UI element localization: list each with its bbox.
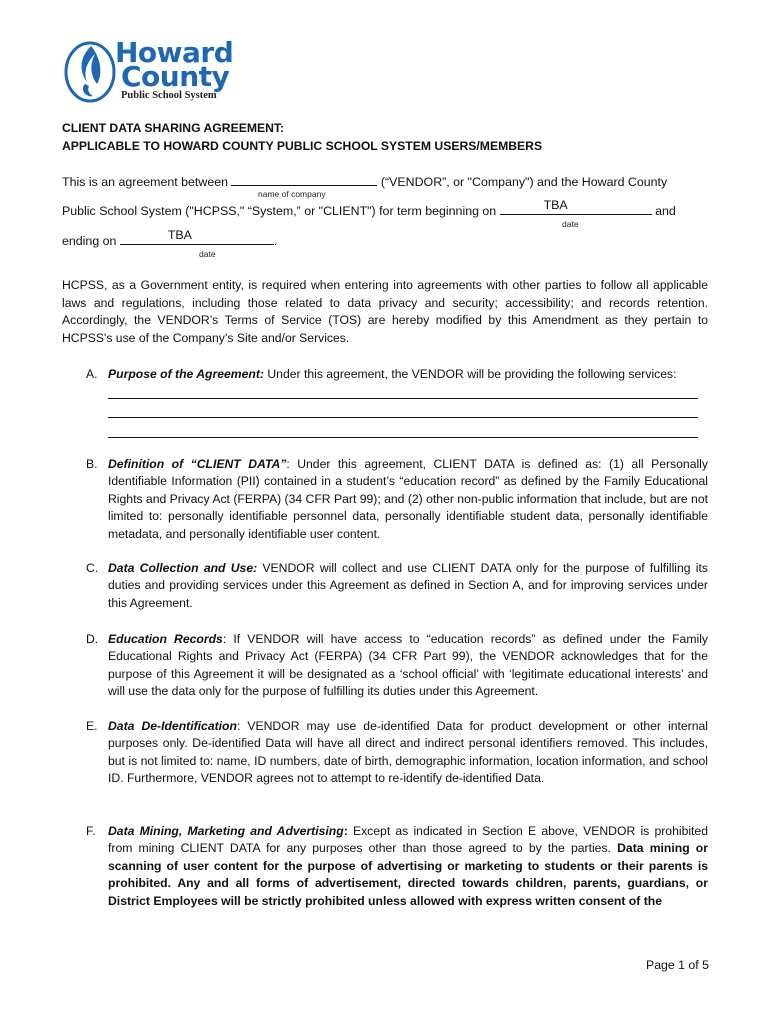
document-title: CLIENT DATA SHARING AGREEMENT: [62, 121, 285, 135]
section-d [86, 631, 708, 701]
preamble-paragraph: HCPSS, as a Government entity, is required when entering into agreements with other parties to follow all applicable laws and regulations, including those related to data privacy and security; accessibility; and records retention. Accordingly, the VENDOR’s Terms of Service (TOS) are hereby modified by this Amendment as they pertain to HCPSS's use of the Company’s Site and/or Services. [62, 278, 708, 345]
intro-line-1-after: (“VENDOR”, or "Company") and the Howard County [377, 175, 668, 189]
section-a-text: Under this agreement, the VENDOR will be providing the following services: [263, 367, 677, 381]
section-e-letter: E. [86, 719, 98, 733]
section-d-title: Education Records [108, 632, 223, 646]
section-a-title: Purpose of the Agreement: [108, 367, 264, 381]
section-d-letter: D. [86, 632, 99, 646]
services-line-2[interactable] [108, 417, 698, 418]
section-a [86, 366, 708, 383]
section-c-title: Data Collection and Use: [108, 561, 258, 575]
section-b-title: Definition of “CLIENT DATA” [108, 457, 287, 471]
intro-line-2 [62, 198, 676, 218]
term-begin-date-label: date [562, 219, 579, 229]
intro-line-2-before: Public School System ("HCPSS," “System,” or "CLIENT") for term beginning on [62, 204, 500, 218]
logo-subtitle: Public School System [121, 90, 217, 101]
document-subtitle: APPLICABLE TO HOWARD COUNTY PUBLIC SCHOOL SYSTEM USERS/MEMBERS [62, 139, 543, 153]
section-e-text: : VENDOR may use de-identified Data for product development or other internal purposes only. De-identified Data will have all direct and indirect personal identifiers removed. This includes, but is not limited to: name, ID numbers, date of birth, demographic information, location information, and school ID. Furthermore, VENDOR agrees not to attempt to re-identify de-identified Data. [108, 719, 708, 786]
page-number: Page 1 of 5 [646, 958, 709, 972]
section-c [86, 560, 708, 612]
term-end-date-label: date [199, 249, 216, 259]
name-of-company-label: name of company [258, 189, 326, 199]
section-a-letter: A. [86, 367, 98, 381]
intro-line-1 [62, 173, 667, 189]
intro-line-3-before: ending on [62, 234, 120, 248]
term-begin-value: TBA [543, 198, 568, 212]
section-c-text: VENDOR will collect and use CLIENT DATA only for the purpose of fulfilling its duties and providing services under this Agreement as defined in Section A, and for improving services under this Agreement. [108, 561, 708, 610]
term-end-value: TBA [167, 228, 192, 242]
intro-line-1-before: This is an agreement between [62, 175, 232, 189]
section-c-letter: C. [86, 561, 99, 575]
section-b [86, 456, 708, 543]
section-f-bold-text: Data mining or scanning of user content for the purpose of advertising or marketing to students or their parents is prohibited. Any and all forms of advertisement, directed towards children, parents, guardians, or District Employees will be strictly prohibited unless allowed with express written consent of the [108, 841, 708, 908]
term-end-field[interactable] [120, 228, 274, 245]
services-line-3[interactable] [108, 437, 698, 438]
intro-line-2-after: and [651, 204, 676, 218]
section-f [86, 823, 708, 910]
section-b-letter: B. [86, 457, 98, 471]
section-f-title: Data Mining, Marketing and Advertising [108, 824, 344, 838]
logo-word-howard: Howard [115, 36, 234, 69]
services-line-1[interactable] [108, 398, 698, 399]
intro-line-3 [62, 228, 278, 248]
intro-line-3-after: . [273, 234, 278, 248]
section-b-text: : Under this agreement, CLIENT DATA is defined as: (1) all Personally Identifiable Information (PII) contained in a student’s “education record” as defined by the Family Educational Rights and Privacy Act (FERPA) (34 CFR Part 99); and (2) other non-public information that include, but are not limited to: personally identifiable personnel data, personally identifiable student data, personally identifiable metadata, and personally identifiable user content. [108, 457, 708, 541]
section-d-text: : If VENDOR will have access to “education records” as defined under the Family Educational Rights and Privacy Act (FERPA) (34 CFR Part 99), the VENDOR acknowledges that for the purpose of this Agreement it will be designated as a ‘school official’ with ‘legitimate educational interests’ and will use the data only for the purpose of fulfilling its duties under this Agreement. [108, 632, 708, 699]
section-f-colon: : [343, 824, 348, 838]
howard-county-logo [63, 38, 255, 104]
flame-emblem-icon [63, 38, 119, 104]
term-begin-field[interactable] [500, 198, 652, 215]
section-e-title: Data De-Identification [108, 719, 237, 733]
section-f-letter: F. [86, 824, 96, 838]
logo-word-county: County [121, 60, 230, 93]
section-f-text: Except as indicated in Section E above, VENDOR is prohibited from mining CLIENT DATA for any purposes other than those agreed to by the parties. [108, 824, 708, 856]
company-name-field[interactable] [231, 173, 377, 186]
section-e [86, 718, 708, 788]
